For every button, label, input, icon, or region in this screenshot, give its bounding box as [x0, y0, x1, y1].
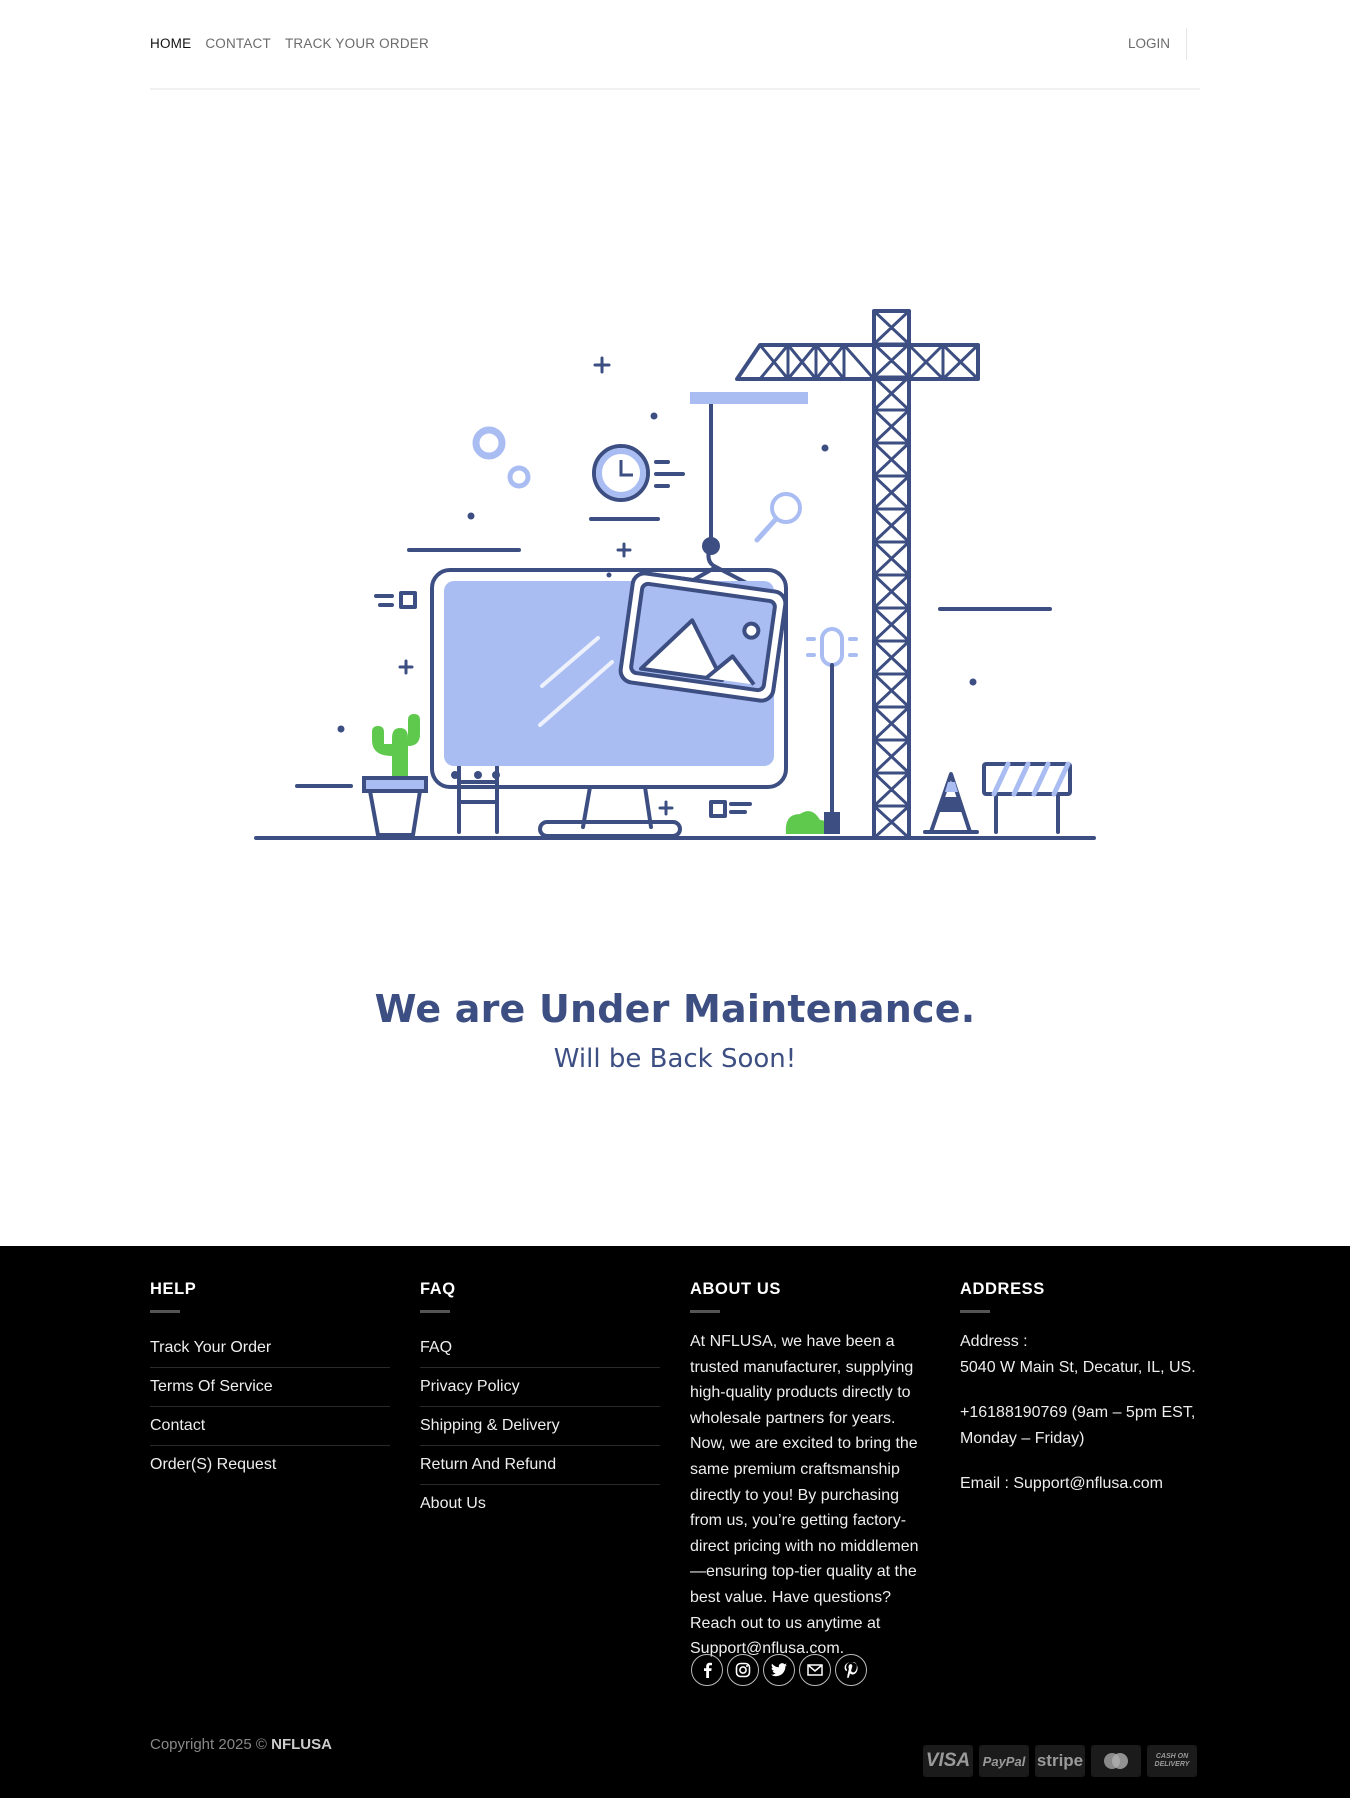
footer-link-contact[interactable]: Contact [150, 1407, 390, 1446]
footer-link-track-order[interactable]: Track Your Order [150, 1329, 390, 1368]
maintenance-section [0, 92, 1350, 1246]
faq-heading: FAQ [420, 1280, 456, 1298]
pinterest-icon[interactable] [835, 1654, 867, 1686]
footer-about-column [690, 1280, 930, 1662]
footer-help-column [150, 1280, 390, 1485]
footer-faq-column [420, 1280, 660, 1524]
login-link[interactable]: LOGIN [1127, 36, 1170, 51]
copyright [150, 1736, 332, 1753]
header-divider [1186, 28, 1187, 60]
mastercard-icon [1091, 1745, 1141, 1777]
paypal-icon: PayPal [979, 1745, 1029, 1777]
heading-underline [960, 1310, 990, 1313]
nav-home[interactable]: HOME [150, 36, 192, 51]
heading-underline [150, 1310, 180, 1313]
site-header [150, 0, 1200, 90]
brand-name[interactable]: NFLUSA [271, 1736, 332, 1753]
maintenance-subtitle: Will be Back Soon! [553, 1044, 797, 1074]
address-line: 5040 W Main St, Decatur, IL, US. [960, 1358, 1196, 1376]
heading-underline [420, 1310, 450, 1313]
footer-link-terms[interactable]: Terms Of Service [150, 1368, 390, 1407]
stripe-icon: stripe [1035, 1745, 1085, 1777]
visa-icon: VISA [923, 1745, 973, 1777]
footer-link-faq[interactable]: FAQ [420, 1329, 660, 1368]
faq-links [420, 1329, 660, 1524]
address-label: Address : [960, 1333, 1028, 1350]
footer-link-privacy[interactable]: Privacy Policy [420, 1368, 660, 1407]
site-footer [0, 1246, 1350, 1798]
instagram-icon[interactable] [727, 1654, 759, 1686]
email-text: Email : Support@nflusa.com [960, 1475, 1163, 1493]
twitter-icon[interactable] [763, 1654, 795, 1686]
help-heading: HELP [150, 1280, 197, 1298]
footer-link-shipping[interactable]: Shipping & Delivery [420, 1407, 660, 1446]
facebook-icon[interactable] [691, 1654, 723, 1686]
nav-track-order[interactable]: TRACK YOUR ORDER [284, 36, 429, 51]
help-links [150, 1329, 390, 1485]
about-heading: ABOUT US [690, 1280, 781, 1298]
maintenance-title: We are Under Maintenance. [374, 987, 976, 1031]
footer-link-refund[interactable]: Return And Refund [420, 1446, 660, 1485]
cash-on-delivery-icon: CASH ON DELIVERY [1147, 1745, 1197, 1777]
copyright-text: Copyright 2025 © [150, 1736, 267, 1753]
address-block [960, 1329, 1200, 1380]
social-icons [691, 1654, 867, 1686]
nav-contact[interactable]: CONTACT [205, 36, 271, 51]
phone-text: +16188190769 (9am – 5pm EST, Monday – Friday) [960, 1404, 1196, 1447]
address-heading: ADDRESS [960, 1280, 1045, 1298]
email-icon[interactable] [799, 1654, 831, 1686]
footer-link-order-request[interactable]: Order(S) Request [150, 1456, 277, 1473]
main-nav [150, 36, 429, 51]
about-text: At NFLUSA, we have been a trusted manufacturer, supplying high-quality products directly to wholesale partners for years. Now, we are excited to bring the same premium craftsmanship directly to you! By purchasing from us, you’re getting factory-direct pricing with no middlemen—ensuring top-tier quality at the best value. Have questions? Reach out to us anytime at Support@nflusa.com. [690, 1333, 919, 1658]
footer-address-column [960, 1280, 1200, 1517]
footer-link-about[interactable]: About Us [420, 1495, 486, 1512]
heading-underline [690, 1310, 720, 1313]
